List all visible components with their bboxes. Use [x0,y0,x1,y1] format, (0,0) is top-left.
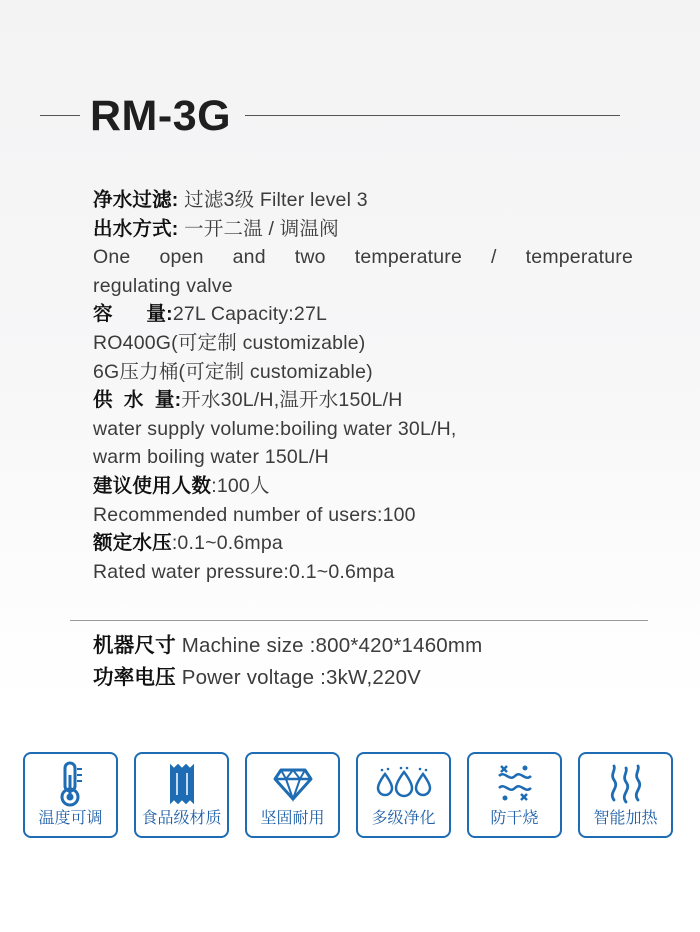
spec-outlet-label: 出水方式: [93,217,179,240]
spec-capacity-label: 容 量: [93,303,173,326]
page-title: RM-3G [90,92,232,140]
anti-dry-burn-icon [469,760,560,808]
spec-filter-value: 过滤3级 Filter level 3 [178,189,368,211]
spec-users-value: :100人 [211,474,270,497]
spec-pressure-en: Rated water pressure:0.1~0.6mpa [93,560,395,583]
thermometer-icon [25,760,116,808]
spec-outlet-en-2: regulating valve [93,274,233,297]
spec-ro: RO400G(可定制 customizable) [93,331,366,354]
machine-size-label: 机器尺寸 [93,634,176,657]
spec-capacity-value: 27L Capacity:27L [172,303,328,326]
badge-purification-label: 多级净化 [371,810,436,827]
machine-power-label: 功率电压 [93,666,176,689]
spec-pressure [93,529,633,558]
spec-users [93,472,633,501]
badge-durable-label: 坚固耐用 [260,810,325,827]
title-rule-right [245,115,620,116]
heat-waves-icon [580,760,671,808]
badge-smart-heating-label: 智能加热 [593,810,658,827]
water-drops-icon [358,760,449,808]
badge-durable [245,752,340,838]
title-rule-left [40,115,80,116]
diamond-icon [247,760,338,808]
spec-outlet-en-1: One open and two temperature / temperature [93,246,633,269]
spec-users-en: Recommended number of users:100 [93,503,416,526]
title-block [40,88,620,144]
spec-tank: 6G压力桶(可定制 customizable) [93,360,373,383]
spec-pressure-label: 额定水压 [93,532,172,555]
section-divider [70,620,648,621]
machine-size [93,630,482,662]
spec-filter-label: 净水过滤: [93,189,179,211]
spec-filter [93,186,633,215]
badge-purification [356,752,451,838]
spec-supply [93,386,633,415]
machine-size-value: Machine size :800*420*1460mm [175,634,483,657]
badge-anti-dry-burn-label: 防干烧 [490,810,539,827]
machine-power [93,662,482,694]
stainless-steel-icon [136,760,227,808]
spec-supply-en-1: water supply volume:boiling water 30L/H, [93,417,457,440]
spec-pressure-value: :0.1~0.6mpa [171,532,283,555]
spec-supply-en-2: warm boiling water 150L/H [93,446,329,469]
spec-list [93,186,633,586]
badge-temperature [23,752,118,838]
spec-supply-value: 开水30L/H,温开水150L/H [181,389,403,412]
badge-food-grade-label: 食品级材质 [141,810,222,827]
badge-anti-dry-burn [467,752,562,838]
spec-supply-label: 供 水 量: [93,389,182,412]
badge-temperature-label: 温度可调 [38,810,103,827]
machine-power-value: Power voltage :3kW,220V [175,666,422,689]
feature-badges [23,752,677,840]
badge-food-grade [134,752,229,838]
spec-outlet-value: 一开二温 / 调温阀 [178,217,339,240]
machine-specs [93,630,482,694]
spec-outlet [93,215,633,244]
spec-capacity [93,300,633,329]
badge-smart-heating [578,752,673,838]
spec-users-label: 建议使用人数 [93,474,212,497]
